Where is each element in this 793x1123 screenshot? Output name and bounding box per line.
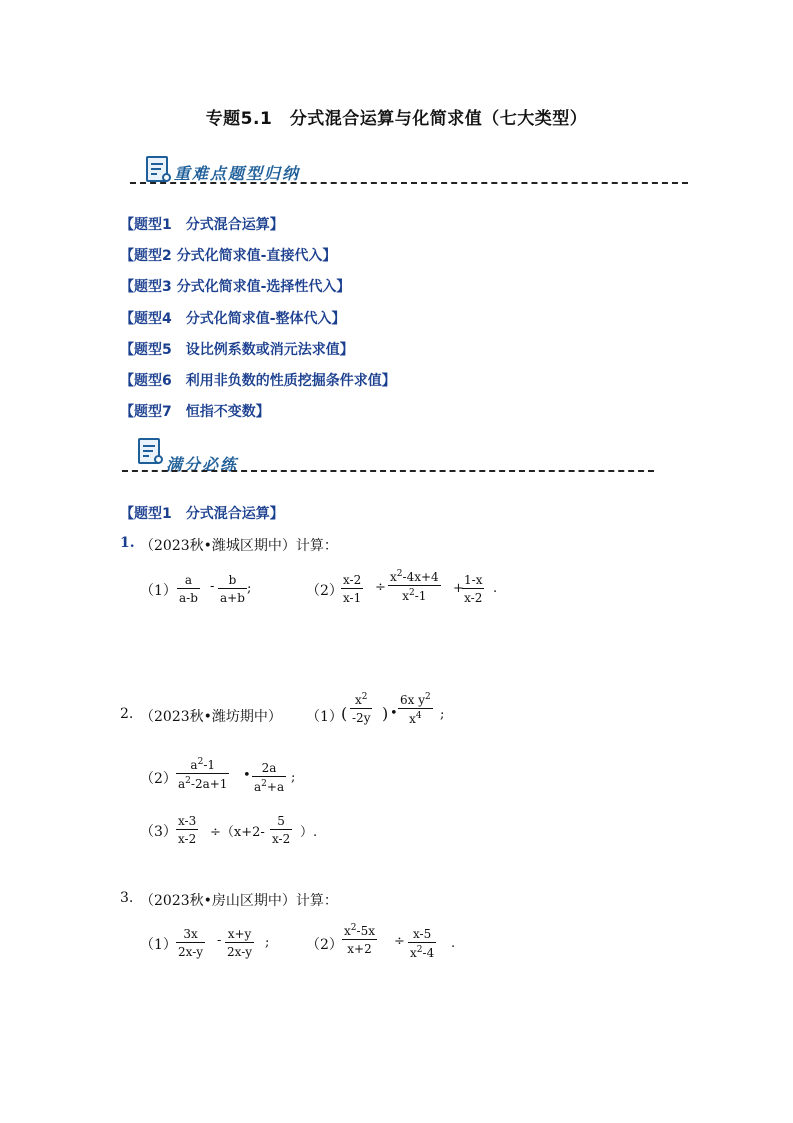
operator: ÷	[375, 580, 386, 595]
punctuation: ;	[265, 935, 270, 950]
fraction: $\frac{x-2}{x-1}$	[343, 573, 362, 605]
section-heading-practice: 满分必练	[166, 455, 239, 474]
right-paren: )	[382, 704, 389, 723]
fraction: $\frac{1-x}{x-2}$	[464, 573, 483, 605]
section-heading-key-types: 重难点题型归纳	[174, 164, 301, 183]
page-title: 专题5.1 分式混合运算与化简求值（七大类型）	[205, 109, 588, 129]
fraction: $\frac{6x y^2}{x^4}$	[400, 692, 431, 726]
type-item-5: 【题型5 设比例系数或消元法求值】	[120, 342, 354, 358]
part-label: （2）	[306, 583, 343, 599]
fraction: $\frac{x+y}{2x-y}$	[227, 927, 253, 959]
fraction: $\frac{2a}{a^2+a}$	[254, 761, 285, 794]
question-number: 3.	[120, 890, 134, 906]
part-label: （2）	[140, 771, 177, 787]
fraction: $\frac{a^2-1}{a^2-2a+1}$	[178, 757, 228, 791]
operator: +	[453, 581, 464, 596]
fraction: $\frac{x^2}{-2y}$	[352, 692, 371, 725]
fraction: $\frac{a}{a-b}$	[179, 573, 198, 605]
fraction: $\frac{x^2-4x+4}{x^2-1}$	[390, 569, 439, 603]
part-label: （1）	[306, 709, 343, 725]
question-stem: （2023秋•房山区期中）计算：	[140, 893, 338, 909]
section-divider	[130, 182, 688, 184]
punctuation: .	[451, 936, 456, 951]
part-label: （3）	[140, 824, 177, 840]
fraction: $\frac{5}{x-2}$	[272, 814, 291, 846]
fraction: $\frac{x^2-5x}{x+2}$	[344, 923, 375, 956]
expression-text: ）.	[300, 825, 318, 840]
operator: -	[210, 579, 215, 594]
document-search-icon	[138, 438, 160, 464]
question-number: 2.	[120, 706, 134, 722]
question-stem: （2023秋•潍城区期中）计算：	[140, 538, 338, 554]
operator: -	[217, 933, 222, 948]
type-item-1: 【题型1 分式混合运算】	[120, 217, 284, 233]
document-search-icon	[146, 156, 168, 182]
fraction: $\frac{3x}{2x-y}$	[178, 927, 204, 959]
type-item-2: 【题型2 分式化简求值-直接代入】	[120, 248, 337, 264]
operator: •	[390, 706, 398, 721]
subsection-heading: 【题型1 分式混合运算】	[120, 506, 284, 522]
punctuation: ;	[247, 581, 252, 596]
operator: •	[243, 768, 251, 783]
type-item-4: 【题型4 分式化简求值-整体代入】	[120, 311, 346, 327]
punctuation: .	[493, 581, 498, 596]
question-number: 1.	[120, 535, 135, 551]
part-label: （1）	[140, 583, 177, 599]
type-item-7: 【题型7 恒指不变数】	[120, 404, 270, 420]
question-stem: （2023秋•潍坊期中）	[140, 709, 282, 725]
operator: ÷	[394, 934, 405, 949]
type-item-3: 【题型3 分式化简求值-选择性代入】	[120, 279, 351, 295]
part-label: （2）	[306, 937, 343, 953]
type-item-6: 【题型6 利用非负数的性质挖掘条件求值】	[120, 373, 396, 389]
section-divider	[122, 470, 654, 472]
punctuation: ;	[291, 770, 296, 785]
expression-text: ÷（x+2-	[210, 825, 265, 840]
part-label: （1）	[140, 937, 177, 953]
fraction: $\frac{b}{a+b}$	[220, 573, 245, 605]
punctuation: ;	[440, 707, 445, 722]
fraction: $\frac{x-5}{x^2-4}$	[410, 927, 435, 960]
left-paren: (	[341, 704, 348, 723]
fraction: $\frac{x-3}{x-2}$	[178, 814, 197, 846]
